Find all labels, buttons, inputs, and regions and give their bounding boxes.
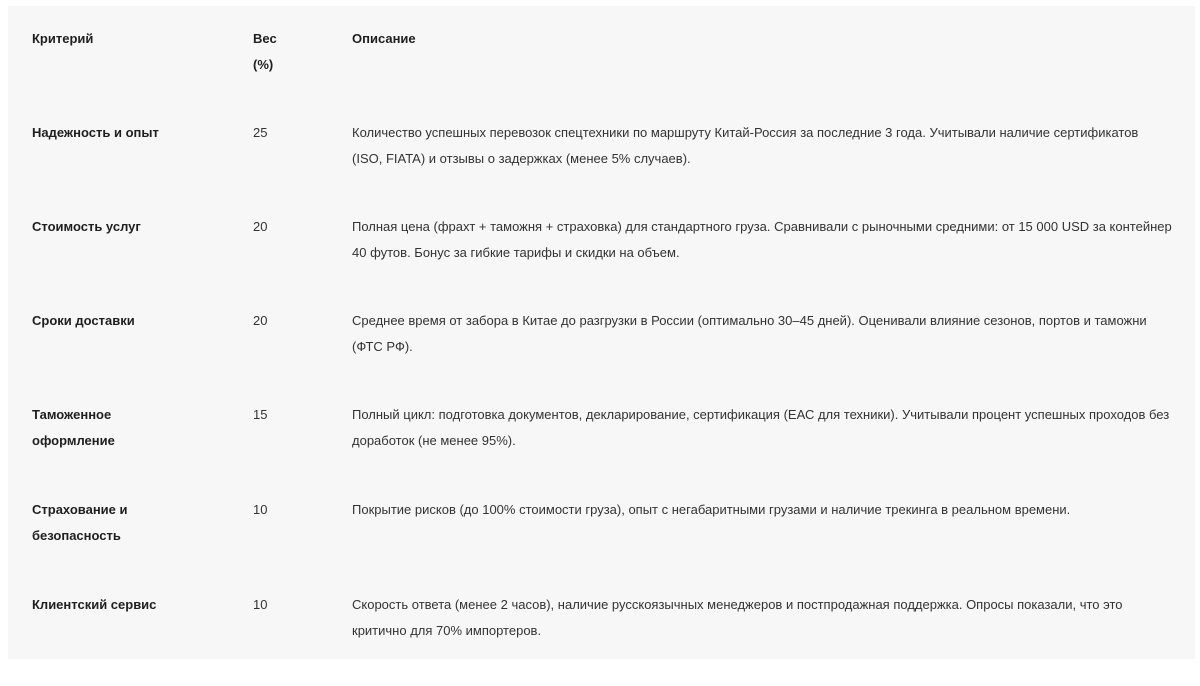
description-cell: Скорость ответа (менее 2 часов), наличие русскоязычных менеджеров и постпродажная поддержка. Опросы показали, что это критично для 70% импортеров. xyxy=(352,597,1123,638)
criterion-cell: Стоимость услуг xyxy=(32,219,141,234)
criteria-table-panel xyxy=(8,6,1195,659)
column-header-criterion: Критерий xyxy=(32,31,94,46)
description-cell: Покрытие рисков (до 100% стоимости груза), опыт с негабаритными грузами и наличие трекинга в реальном времени. xyxy=(352,502,1071,517)
weight-cell: 15 xyxy=(253,407,268,422)
description-cell: Полная цена (фрахт + таможня + страховка) для стандартного груза. Сравнивали с рыночными средними: от 15 000 USD за контейнер 40 футов. Бонус за гибкие тарифы и скидки на объем. xyxy=(352,219,1172,260)
table-header-row xyxy=(32,26,1182,120)
criterion-cell: Клиентский сервис xyxy=(32,597,157,612)
weight-cell: 20 xyxy=(253,219,268,234)
description-cell: Количество успешных перевозок спецтехники по маршруту Китай-Россия за последние 3 года. Учитывали наличие сертификатов (ISO, FIATA) и отзывы о задержках (менее 5% случаев). xyxy=(352,125,1139,166)
table-row xyxy=(32,214,1182,308)
table-row xyxy=(32,402,1182,497)
criterion-cell: Сроки доставки xyxy=(32,313,135,328)
weight-cell: 10 xyxy=(253,502,268,517)
table-row xyxy=(32,120,1182,214)
weight-cell: 25 xyxy=(253,125,268,140)
description-cell: Полный цикл: подготовка документов, декларирование, сертификация (ЕАС для техники). Учитывали процент успешных проходов без доработок (не менее 95%). xyxy=(352,407,1170,448)
column-header-description: Описание xyxy=(352,31,416,46)
table-row xyxy=(32,497,1182,592)
column-header-weight: Вес (%) xyxy=(253,31,277,72)
criterion-cell: Таможенное оформление xyxy=(32,407,115,448)
table-row xyxy=(32,308,1182,402)
weight-cell: 20 xyxy=(253,313,268,328)
description-cell: Среднее время от забора в Китае до разгрузки в России (оптимально 30–45 дней). Оценивали влияние сезонов, портов и таможни (ФТС РФ). xyxy=(352,313,1147,354)
weight-cell: 10 xyxy=(253,597,268,612)
criteria-table xyxy=(32,26,1182,686)
table-row xyxy=(32,592,1182,686)
criterion-cell: Надежность и опыт xyxy=(32,125,159,140)
criterion-cell: Страхование и безопасность xyxy=(32,502,128,543)
